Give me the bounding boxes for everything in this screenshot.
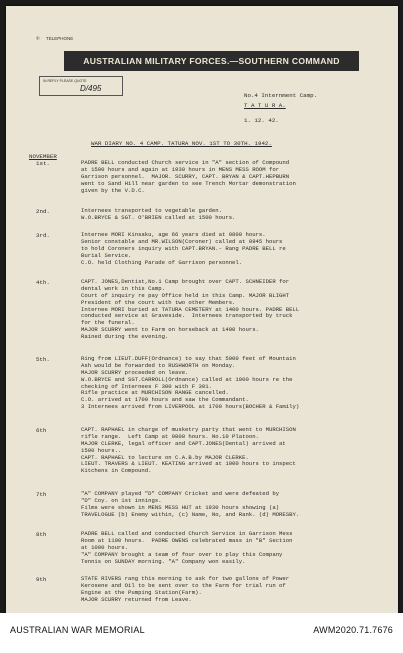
entry-line: Tennis on SUNDAY morning. "A" Company won easily. (81, 557, 246, 565)
entry-line: Engine at the Pumping Station(Farm). (81, 588, 202, 596)
entry-line: "A" COMPANY played "D" COMPANY Cricket and were defeated by (81, 491, 280, 497)
diary-page (6, 6, 398, 613)
entry-day: 3rd. (36, 232, 50, 239)
entry-line: CAPT. RAPHAEL in charge of musketry party that went to MURCHISON (81, 427, 296, 433)
entry-day: 4th. (36, 279, 50, 286)
footer-bar (0, 613, 403, 653)
entry-line: Rained during the evening. (81, 333, 169, 341)
entry-day: 6th (36, 427, 47, 434)
entry-line: C.O. held Clothing Parade of Garrison personnel. (81, 258, 243, 266)
entry-line: for the funeral. (81, 319, 135, 327)
entry-line: TRAVELOGUE (b) Enemy within, (c) Name, No, and Rank. (d) MORESBY. (81, 510, 300, 518)
entry-line: CAPT. RAPHAEL to lecture on C.A.B.by MAJOR CLERKE. (81, 453, 249, 461)
entry-day: 5th. (36, 356, 50, 363)
entry-day: 2nd. (36, 208, 50, 215)
entry-line: PADRE BELL called and conducted Church Service in Garrison Mess (81, 531, 293, 537)
entry-text (81, 160, 393, 194)
entry-text (81, 531, 393, 565)
entry-line: 3 Internees arrived from LIVERPOOL at 1700 hours(BOCHER & Family) (81, 403, 300, 411)
entry-line: to hold Coroners inquiry with CAPT.BRYAN.- Rang PADRE BELL re (81, 244, 286, 252)
entry-text (81, 279, 393, 341)
camp-location: T A T U R A. (244, 102, 286, 109)
entry-line: 1500 hours.. (81, 446, 122, 454)
entry-text (81, 576, 393, 604)
entry-line: STATE RIVERS rang this morning to ask for two gallons of Power (81, 576, 290, 582)
entry-day: 9th (36, 576, 47, 583)
entry-line: Internee MORI Kinsaku, age 66 years died at 0800 hours. (81, 232, 266, 238)
entry-line: Room at 1100 hours. PADRE OWENS celebrated mass in "B" Section (81, 536, 293, 544)
document-date: 1. 12. 42. (244, 117, 279, 124)
camp-name: No.4 Internment Camp. (244, 92, 318, 99)
entry-line: conducted service at Graveside. Internees transported by truck (81, 312, 293, 320)
entry-line: Court of inquiry re pay Office held in this Camp. MAJOR BLIGHT (81, 291, 290, 299)
entry-line: MAJOR SCURRY returned from Leave. (81, 595, 192, 603)
entry-line: Ash would be forwarded to RUSHWORTH on Monday. (81, 361, 236, 369)
entry-line: W.O.BRYCE & SGT. O'BRIEN called at 1500 hours. (81, 213, 236, 221)
entry-line: given by the V.D.C. (81, 186, 145, 194)
entry-line: MAJOR SCURRY proceeded on leave. (81, 368, 189, 376)
entry-line: Senior constable and MR.WILSON(Coroner) called at 0945 hours (81, 237, 283, 245)
entry-line: "A" COMPANY brought a team of four over to play this Company (81, 550, 283, 558)
entry-line: MAJOR SCURRY went to Farm on horseback at 1400 hours. (81, 326, 259, 334)
entry-text (81, 427, 393, 475)
entry-day: 1st. (36, 160, 50, 167)
entry-text (81, 208, 393, 222)
entry-line: MAJOR CLERKE, legal officer and CAPT.JONES(Dental) arrived at (81, 439, 286, 447)
entry-line: Rifle practice at MURCHISON RANGE cancelled. (81, 389, 229, 397)
entry-line: "D" Coy. on 1st innings. (81, 496, 162, 504)
entry-line: LIEUT. TRAVERS & LIEUT. KEATING arrived at 1000 hours to inspect (81, 460, 296, 468)
entry-line: Ring from LIEUT.DUFF(Ordnance) to say that 5000 feet of Mountain (81, 356, 296, 362)
diary-title: WAR DIARY NO. 4 CAMP. TATURA NOV. 1ST TO 30TH. 1942. (91, 140, 272, 147)
entry-line: Kitchens in Compound. (81, 467, 152, 475)
footer-institution: AUSTRALIAN WAR MEMORIAL (10, 625, 145, 635)
entry-text (81, 491, 393, 519)
entry-line: Burial Service. (81, 251, 132, 259)
entry-line: rifle range. Left Camp at 0800 hours. No.10 Platoon. (81, 432, 259, 440)
entry-line: Internee MORI buried at TATURA CEMETERY at 1400 hours. PADRE BELL (81, 305, 300, 313)
footer-accession: AWM2020.71.7676 (313, 625, 393, 635)
entry-day: 7th (36, 491, 47, 498)
entry-line: W.O.BRYCE and SGT.CARROLL(Ordnance) called at 1000 hours re the (81, 375, 293, 383)
entry-line: Films were shown in MENS MESS HUT at 1930 hours showing (a) (81, 503, 280, 511)
reference-box (39, 76, 123, 96)
entry-line: at 1000 hours. (81, 543, 128, 551)
entry-text (81, 232, 393, 266)
entry-text (81, 356, 393, 411)
entry-line: went to Sand Hill near garden to see Trench Mortar demonstration (81, 179, 296, 187)
month-label: NOVEMBER (29, 153, 57, 160)
entry-line: Kerosene and Oil to be sent over to the Farm for trial run of (81, 581, 286, 589)
entry-line: Garrison personnel. MAJOR. SCURRY, CAPT. BRYAN & CAPT.HEPBURN (81, 172, 290, 180)
reference-label: IN REPLY PLEASE QUOTE (43, 79, 87, 83)
entry-line: President of the court with two other Members. (81, 298, 236, 306)
entry-line: PADRE BELL conducted Church service in "A" section of Compound (81, 160, 290, 166)
entry-line: dental work in this Camp. (81, 284, 165, 292)
telephone-label: TELEPHONE (46, 36, 74, 41)
reference-value: D/495 (80, 84, 102, 93)
entry-line: at 1500 hours and again at 1930 hours in MENS MESS ROOM for (81, 165, 280, 173)
telephone-icon: ✆ (36, 35, 40, 42)
entry-line: Internees transported to vegetable garden. (81, 208, 222, 214)
entry-line: CAPT. JONES,Dentist,No.1 Camp brought over CAPT. SCHNEIDER for (81, 279, 290, 285)
entry-line: C.O. arrived at 1700 hours and saw the Commandant. (81, 396, 249, 404)
letterhead-banner: AUSTRALIAN MILITARY FORCES.—SOUTHERN COMMAND (64, 51, 359, 71)
entry-line: checking of Internees F 300 with F 301. (81, 382, 212, 390)
entry-day: 8th (36, 531, 47, 538)
